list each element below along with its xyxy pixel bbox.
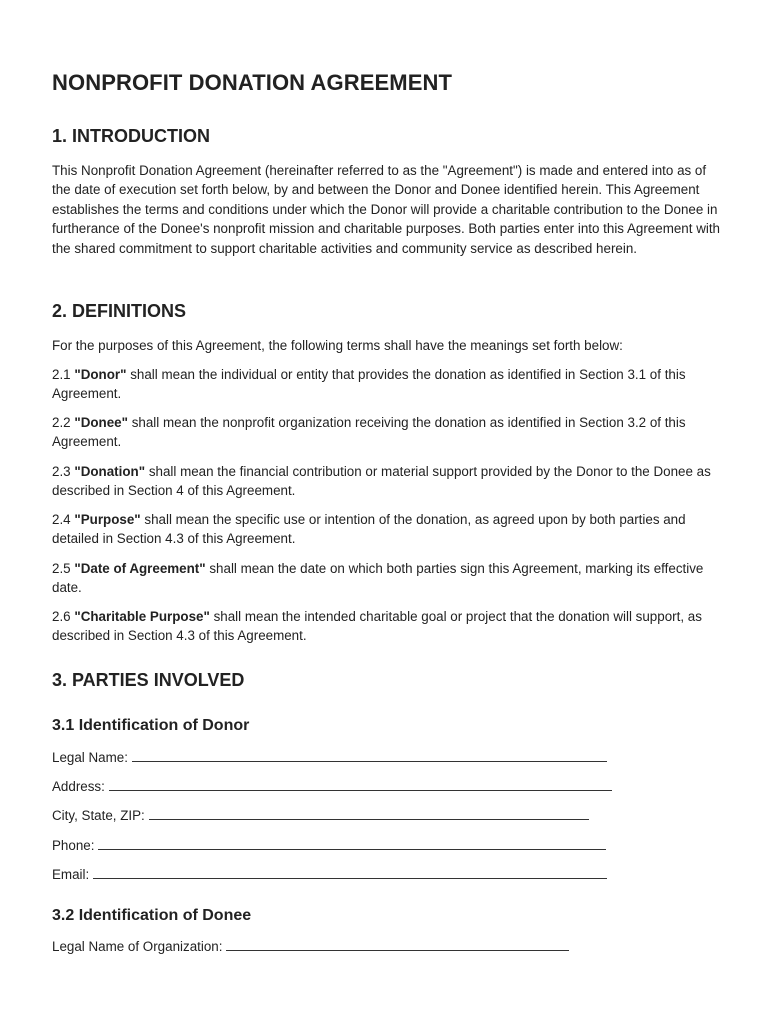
definitions-intro: For the purposes of this Agreement, the following terms shall have the meanings set forth below: bbox=[52, 338, 623, 353]
definition-item bbox=[52, 607, 722, 646]
definition-item bbox=[52, 365, 722, 404]
donor-city-state-zip-field bbox=[52, 806, 589, 825]
donor-address-field bbox=[52, 777, 612, 796]
definition-number: 2.2 bbox=[52, 415, 71, 430]
city-state-zip-blank-line[interactable] bbox=[149, 807, 589, 820]
definition-item bbox=[52, 559, 722, 598]
document-title: NONPROFIT DONATION AGREEMENT bbox=[52, 70, 453, 95]
field-label: Phone: bbox=[52, 838, 95, 853]
definition-term: "Charitable Purpose" bbox=[74, 609, 210, 624]
field-label: Legal Name: bbox=[52, 750, 128, 765]
organization-name-blank-line[interactable] bbox=[226, 938, 569, 951]
field-label: Address: bbox=[52, 779, 105, 794]
section-heading-parties: 3. PARTIES INVOLVED bbox=[52, 670, 245, 690]
definition-text: shall mean the nonprofit organization receiving the donation as identified in Section 3.2 of this Agreement. bbox=[52, 415, 686, 450]
field-label: Email: bbox=[52, 867, 90, 882]
definition-item bbox=[52, 462, 722, 501]
legal-name-blank-line[interactable] bbox=[132, 749, 607, 762]
definition-text: shall mean the intended charitable goal or project that the donation will support, as described in Section 4.3 of this Agreement. bbox=[52, 609, 702, 644]
definition-term: "Donee" bbox=[74, 415, 128, 430]
email-blank-line[interactable] bbox=[93, 866, 607, 879]
field-label: City, State, ZIP: bbox=[52, 808, 145, 823]
definition-text: shall mean the financial contribution or material support provided by the Donor to the Donee as described in Section 4 of this Agreement. bbox=[52, 464, 711, 499]
donor-phone-field bbox=[52, 836, 606, 855]
definition-item bbox=[52, 413, 722, 452]
definition-term: "Date of Agreement" bbox=[74, 561, 206, 576]
definition-text: shall mean the date on which both parties sign this Agreement, marking its effective date. bbox=[52, 561, 704, 596]
definition-term: "Donor" bbox=[74, 367, 127, 382]
definition-text: shall mean the specific use or intention of the donation, as agreed upon by both parties and detailed in Section 4.3 of this Agreement. bbox=[52, 512, 686, 547]
phone-blank-line[interactable] bbox=[98, 837, 606, 850]
field-label: Legal Name of Organization: bbox=[52, 939, 223, 954]
introduction-paragraph: This Nonprofit Donation Agreement (hereinafter referred to as the "Agreement") is made and entered into as of the date of execution set forth below, by and between the Donor and Donee identified herein. This Agreement establishes the terms and conditions under which the Donor will provide a charitable contribution to the Donee in furtherance of the Donee's nonprofit mission and charitable purposes. Both parties enter into this Agreement with the shared commitment to support charitable activities and community service as described herein. bbox=[52, 163, 721, 256]
section-heading-introduction: 1. INTRODUCTION bbox=[52, 126, 211, 146]
definition-number: 2.4 bbox=[52, 512, 71, 527]
definition-number: 2.3 bbox=[52, 464, 71, 479]
definition-text: shall mean the individual or entity that provides the donation as identified in Section 3.1 of this Agreement. bbox=[52, 367, 686, 402]
definition-number: 2.1 bbox=[52, 367, 71, 382]
donee-legal-name-field bbox=[52, 937, 569, 956]
subsection-heading-donee: 3.2 Identification of Donee bbox=[52, 907, 252, 924]
donor-legal-name-field bbox=[52, 748, 607, 767]
address-blank-line[interactable] bbox=[109, 778, 612, 791]
definition-term: "Purpose" bbox=[74, 512, 141, 527]
definition-number: 2.6 bbox=[52, 609, 71, 624]
definition-number: 2.5 bbox=[52, 561, 71, 576]
section-heading-definitions: 2. DEFINITIONS bbox=[52, 301, 187, 321]
definition-term: "Donation" bbox=[74, 464, 146, 479]
donor-email-field bbox=[52, 865, 607, 884]
subsection-heading-donor: 3.1 Identification of Donor bbox=[52, 717, 250, 734]
definition-item bbox=[52, 510, 722, 549]
